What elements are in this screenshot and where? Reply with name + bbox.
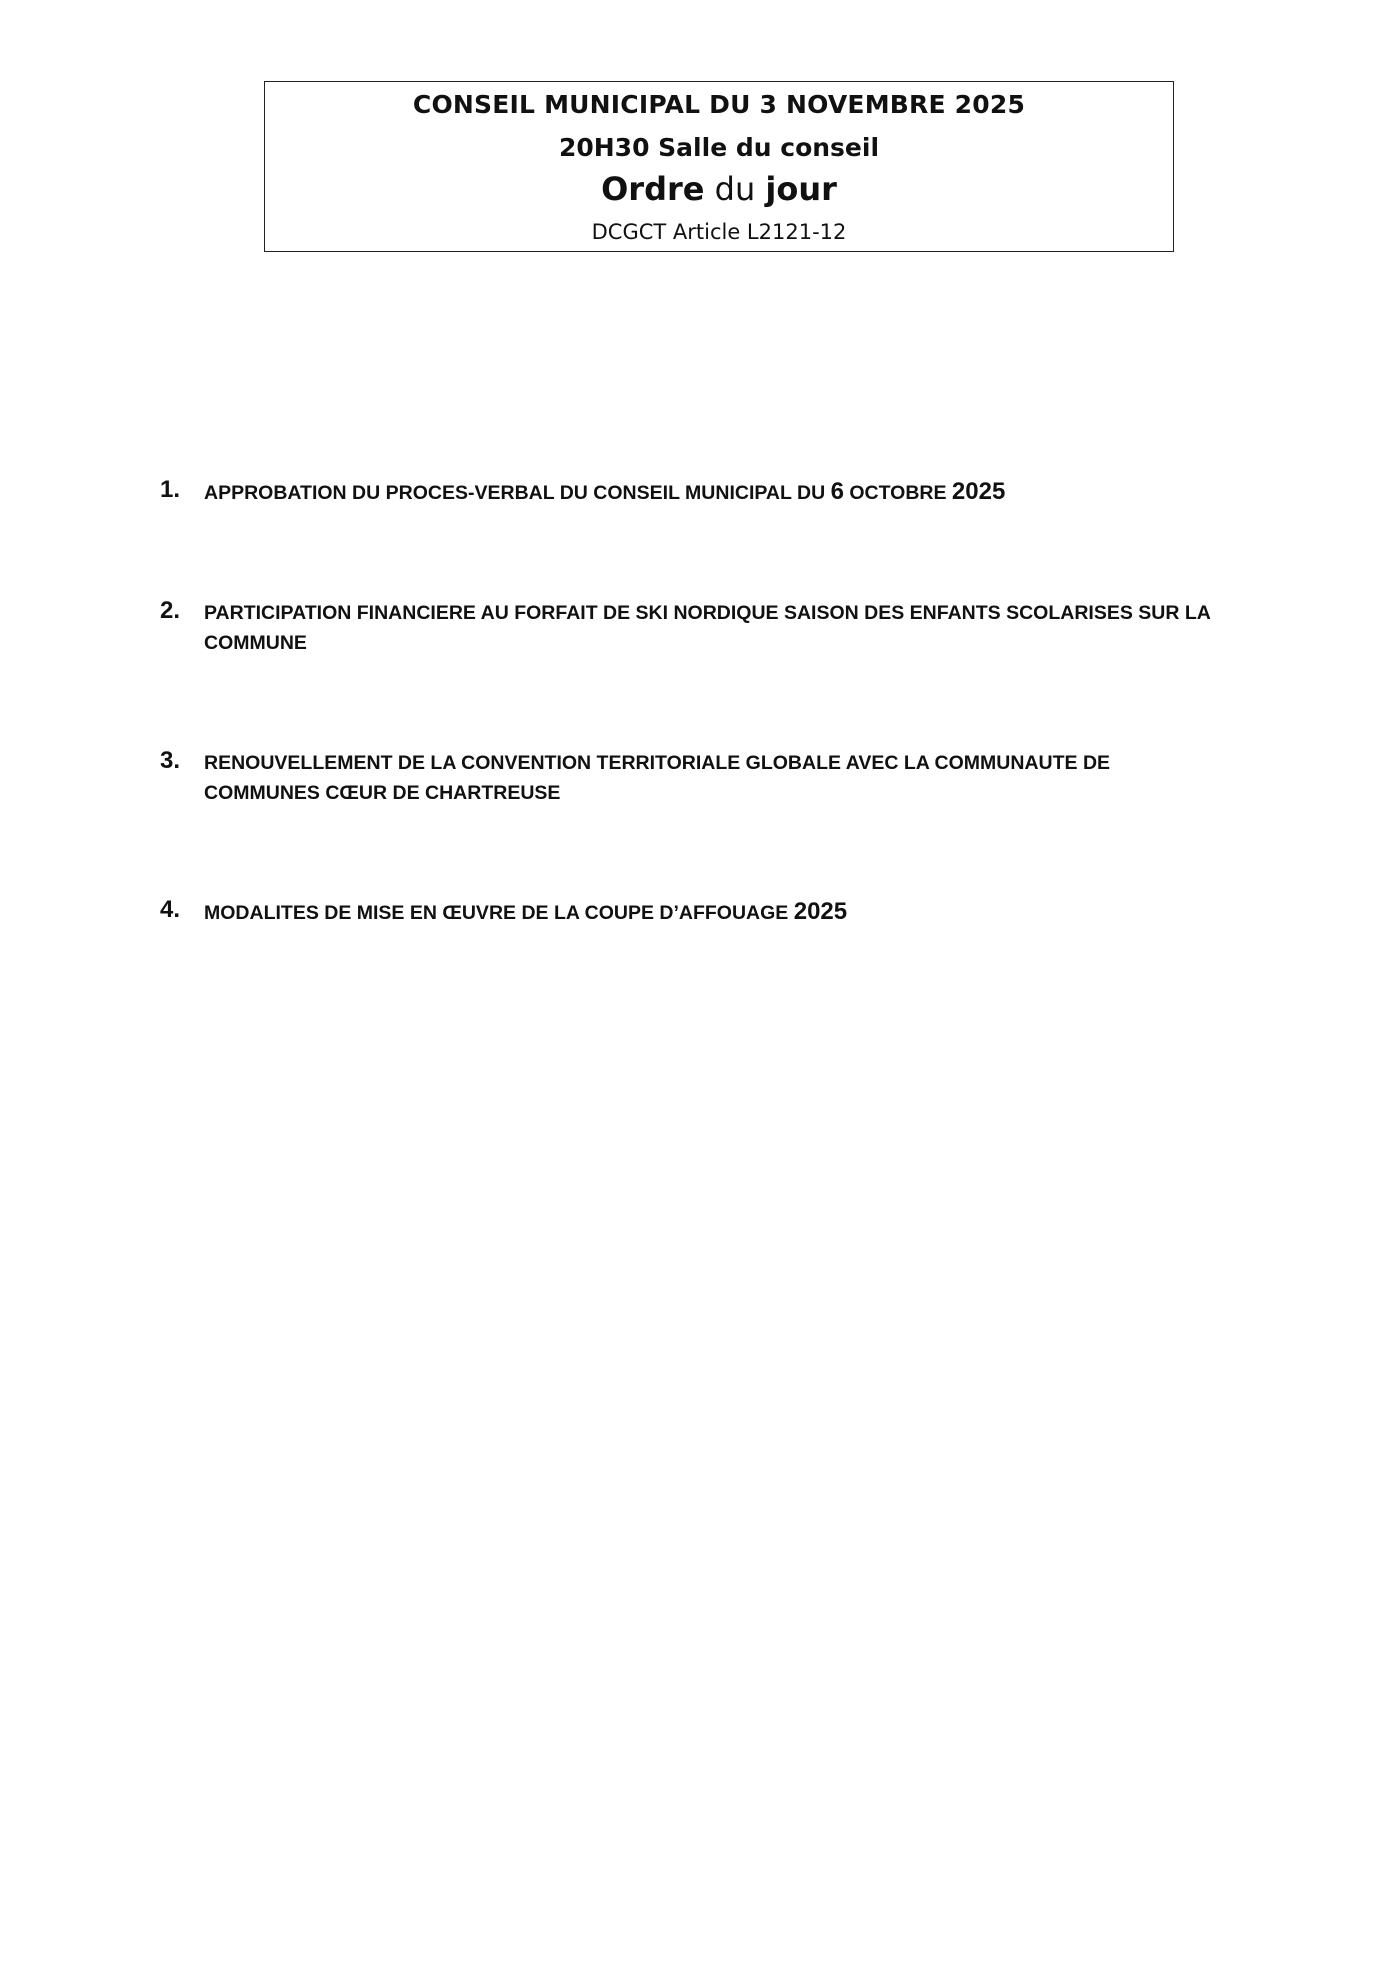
agenda-item-1-text-b: 6	[830, 478, 844, 505]
agenda-item-text	[204, 477, 1320, 508]
agenda-heading-jour: jour	[765, 170, 837, 208]
agenda-heading-ordre: Ordre	[601, 170, 705, 208]
agenda-item-text	[204, 748, 1320, 808]
agenda-item-3-line-2: COMMUNES CŒUR DE CHARTREUSE	[204, 782, 561, 804]
legal-reference: DCGCT Article L2121-12	[591, 220, 847, 244]
agenda-item-1-text-c: OCTOBRE	[843, 482, 952, 504]
agenda-item-1-text-d: 2025	[951, 478, 1006, 505]
agenda-item-2-line-1: PARTICIPATION FINANCIERE AU FORFAIT DE SKI NORDIQUE SAISON DES ENFANTS SCOLARISES SUR LA	[204, 602, 1211, 624]
agenda-item-4-text-b: 2025	[793, 898, 848, 925]
agenda-item-text	[204, 897, 1320, 928]
meeting-title: CONSEIL MUNICIPAL DU 3 NOVEMBRE 2025	[412, 90, 1026, 119]
agenda-item-number: 1.	[160, 476, 181, 503]
agenda-item-number: 4.	[160, 896, 181, 923]
agenda-item-text	[204, 598, 1320, 658]
agenda-item-3-line-1: RENOUVELLEMENT DE LA CONVENTION TERRITORIALE GLOBALE AVEC LA COMMUNAUTE DE	[204, 752, 1111, 774]
agenda-item-number: 3.	[160, 747, 181, 774]
meeting-time-place: 20H30 Salle du conseil	[558, 133, 880, 162]
agenda-item-number: 2.	[160, 597, 181, 624]
agenda-item-2-line-2: COMMUNE	[204, 632, 307, 654]
agenda-heading-du: du	[714, 170, 756, 208]
agenda-item-1-text-a: APPROBATION DU PROCES-VERBAL DU CONSEIL MUNICIPAL DU	[204, 482, 831, 504]
agenda-item-4-text-a: MODALITES DE MISE EN ŒUVRE DE LA COUPE D’AFFOUAGE	[204, 902, 794, 924]
